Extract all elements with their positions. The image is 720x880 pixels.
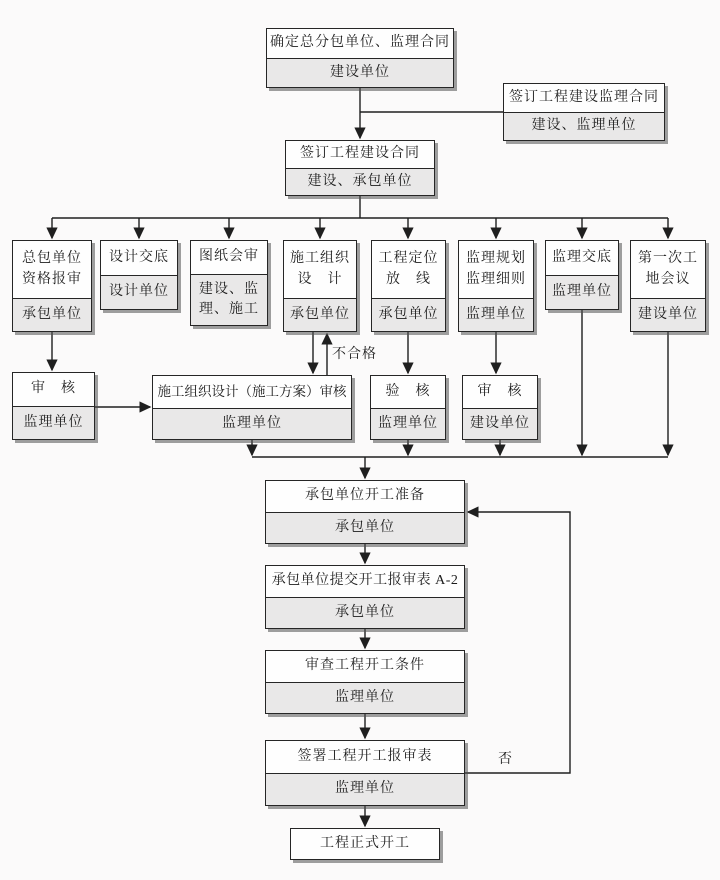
box-actor-text: 监理单位 xyxy=(335,689,395,705)
box-sign-supervision-contract xyxy=(503,83,665,141)
box-title-text: 设计交底 xyxy=(109,249,169,265)
box-title-line2: 地会议 xyxy=(645,271,691,287)
box-actor-text: 建设、监理单位 xyxy=(531,118,637,134)
box-title xyxy=(286,141,434,168)
box-title-line1: 施工组织 xyxy=(290,251,350,267)
box-formal-start xyxy=(290,828,440,860)
box-actor xyxy=(459,298,533,331)
box-title-line1: 总包单位 xyxy=(22,251,82,267)
box-actor-text: 建设、承包单位 xyxy=(307,173,413,189)
box-actor-text: 监理单位 xyxy=(378,415,438,431)
box-title-text: 审 核 xyxy=(31,381,76,397)
edge-label-not-qualified: 不合格 xyxy=(332,347,377,362)
box-title xyxy=(13,241,91,298)
box-determine-contract xyxy=(266,28,454,88)
box-actor-text: 承包单位 xyxy=(335,519,395,535)
box-actor-text: 设计单位 xyxy=(109,284,169,300)
box-org-design-review xyxy=(152,375,352,440)
box-title-line1: 第一次工 xyxy=(638,251,698,267)
box-title xyxy=(371,376,445,408)
box-positioning-setout xyxy=(371,240,446,332)
box-title-text: 确定总分包单位、监理合同 xyxy=(270,35,450,51)
box-title xyxy=(459,241,533,298)
box-actor xyxy=(286,168,434,195)
box-title-text: 签订工程建设合同 xyxy=(300,146,420,162)
box-title xyxy=(267,29,453,58)
box-actor xyxy=(371,408,445,439)
box-title xyxy=(546,241,618,275)
box-title xyxy=(372,241,445,298)
box-actor-text: 建设单位 xyxy=(470,415,530,431)
box-title xyxy=(504,84,664,112)
box-title-text: 验 核 xyxy=(385,383,431,399)
box-actor-text: 建设单位 xyxy=(638,306,698,322)
box-actor-line1: 建设、监 xyxy=(199,281,259,297)
box-title-text: 审查工程开工条件 xyxy=(305,658,425,674)
box-actor xyxy=(13,406,94,439)
edge-determine-to-sign-construction xyxy=(360,88,503,138)
box-sign-start-form xyxy=(265,740,465,806)
box-actor xyxy=(504,112,664,140)
box-actor xyxy=(266,597,464,628)
box-title-text: 签署工程开工报审表 xyxy=(297,748,433,764)
box-actor xyxy=(372,298,445,331)
box-actor xyxy=(546,275,618,309)
box-actor-text: 监理单位 xyxy=(552,284,612,300)
box-actor xyxy=(13,298,91,331)
box-actor-text: 建设单位 xyxy=(330,64,390,80)
box-gc-qualification xyxy=(12,240,92,332)
box-title xyxy=(284,241,356,298)
box-title-text: 施工组织设计（施工方案）审核 xyxy=(157,384,347,400)
box-title-text: 承包单位开工准备 xyxy=(305,488,425,504)
box-title xyxy=(153,376,351,408)
box-title xyxy=(291,829,439,859)
box-title xyxy=(266,566,464,597)
box-title xyxy=(631,241,705,298)
box-actor xyxy=(266,682,464,713)
box-title-text: 承包单位提交开工报审表 A-2 xyxy=(271,573,459,589)
box-actor xyxy=(267,58,453,87)
box-check-start-conditions xyxy=(265,650,465,714)
box-title xyxy=(191,241,267,274)
box-supervision-plan xyxy=(458,240,534,332)
box-actor-text: 监理单位 xyxy=(335,781,395,797)
box-title xyxy=(266,481,464,512)
box-title-text: 审 核 xyxy=(477,383,523,399)
edge-label-no: 否 xyxy=(498,752,513,767)
box-review-owner xyxy=(462,375,538,440)
box-actor-line2: 理、施工 xyxy=(199,302,259,317)
edge-distribution-bus xyxy=(52,196,668,238)
box-actor-text: 监理单位 xyxy=(466,306,526,322)
box-title-line2: 放 线 xyxy=(386,271,431,287)
box-title-text: 图纸会审 xyxy=(199,249,259,265)
box-submit-start-form xyxy=(265,565,465,629)
edge-no-feedback xyxy=(465,512,570,773)
box-title-text: 监理交底 xyxy=(552,249,612,265)
box-actor xyxy=(153,408,351,439)
box-title xyxy=(266,741,464,773)
box-title-line2: 资格报审 xyxy=(22,271,82,287)
box-title-text: 签订工程建设监理合同 xyxy=(509,89,659,105)
box-title xyxy=(13,373,94,406)
box-title-line1: 监理规划 xyxy=(466,251,526,267)
box-title-line2: 监理细则 xyxy=(466,271,526,287)
box-title xyxy=(266,651,464,682)
box-actor-text: 承包单位 xyxy=(22,306,82,322)
box-actor-text: 承包单位 xyxy=(290,306,350,322)
box-actor xyxy=(463,408,537,439)
box-title xyxy=(463,376,537,408)
box-actor xyxy=(191,274,267,325)
box-actor-text: 承包单位 xyxy=(378,306,439,322)
box-title-text: 工程正式开工 xyxy=(320,835,410,851)
box-supervision-disclosure xyxy=(545,240,619,310)
box-title xyxy=(101,241,177,275)
box-actor xyxy=(266,773,464,805)
box-review-supervisor xyxy=(12,372,95,440)
box-actor xyxy=(266,512,464,543)
box-sign-construction-contract xyxy=(285,140,435,196)
box-drawing-review xyxy=(190,240,268,326)
box-actor-text: 监理单位 xyxy=(222,415,282,431)
box-actor xyxy=(284,298,356,331)
box-actor-text: 承包单位 xyxy=(335,604,395,620)
box-design-disclosure xyxy=(100,240,178,310)
box-construction-org-design xyxy=(283,240,357,332)
box-first-site-meeting xyxy=(630,240,706,332)
box-verify xyxy=(370,375,446,440)
box-actor-text: 监理单位 xyxy=(23,414,84,430)
box-actor xyxy=(101,275,177,309)
box-start-preparation xyxy=(265,480,465,544)
box-title-line1: 工程定位 xyxy=(378,251,439,267)
box-actor xyxy=(631,298,705,331)
box-title-line2: 设 计 xyxy=(297,271,343,287)
